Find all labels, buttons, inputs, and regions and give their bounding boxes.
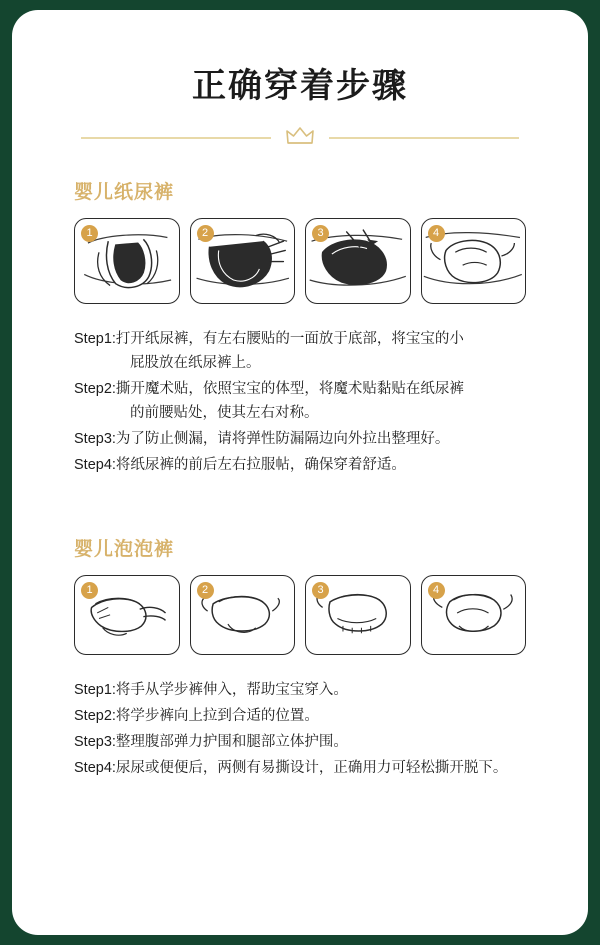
step-line: Step4:将纸尿裤的前后左右拉服帖，确保穿着舒适。 [74,457,406,473]
steps-diaper [74,326,526,478]
page-title: 正确穿着步骤 [192,67,408,105]
figure-row-diaper [46,218,554,304]
step-badge: 1 [81,225,98,242]
step-badge: 2 [197,582,214,599]
divider-line-left [81,137,271,139]
step-badge: 1 [81,582,98,599]
section-spacer [46,486,554,520]
step-badge: 4 [428,582,445,599]
step-line: Step1:将手从学步裤伸入，帮助宝宝穿入。 [74,682,348,698]
step-line: Step3:整理腹部弹力护围和腿部立体护围。 [74,734,348,750]
content-card [12,10,588,935]
section-title-diaper: 婴儿纸尿裤 [74,182,175,203]
step-line-cont: 的前腰贴处，使其左右对称。 [130,405,319,421]
step-badge: 3 [312,225,329,242]
pants-step-1-figure [74,575,180,655]
step-badge: 3 [312,582,329,599]
diaper-step-4-figure [421,218,527,304]
diaper-step-2-figure [190,218,296,304]
pants-step-2-figure [190,575,296,655]
step-line: Step2:将学步裤向上拉到合适的位置。 [74,708,319,724]
diaper-step-1-figure [74,218,180,304]
figure-row-pants [46,575,554,655]
step-line: Step2:撕开魔术贴，依照宝宝的体型，将魔术贴黏贴在纸尿裤 [74,381,464,397]
step-badge: 2 [197,225,214,242]
divider-line-right [329,137,519,139]
section-diaper [46,177,554,478]
steps-pants [74,677,526,781]
step-line: Step1:打开纸尿裤，有左右腰贴的一面放于底部，将宝宝的小 [74,331,464,347]
pants-step-4-figure [421,575,527,655]
step-line: Step3:为了防止侧漏，请将弹性防漏隔边向外拉出整理好。 [74,431,450,447]
diaper-step-3-figure [305,218,411,304]
step-line: Step4:尿尿或便便后，两侧有易撕设计，正确用力可轻松撕开脱下。 [74,760,508,776]
pants-step-3-figure [305,575,411,655]
section-pants [46,534,554,781]
step-badge: 4 [428,225,445,242]
crown-icon [285,125,315,151]
step-line-cont: 屁股放在纸尿裤上。 [130,355,261,371]
section-title-pants: 婴儿泡泡裤 [74,539,175,560]
decorative-divider [46,125,554,151]
